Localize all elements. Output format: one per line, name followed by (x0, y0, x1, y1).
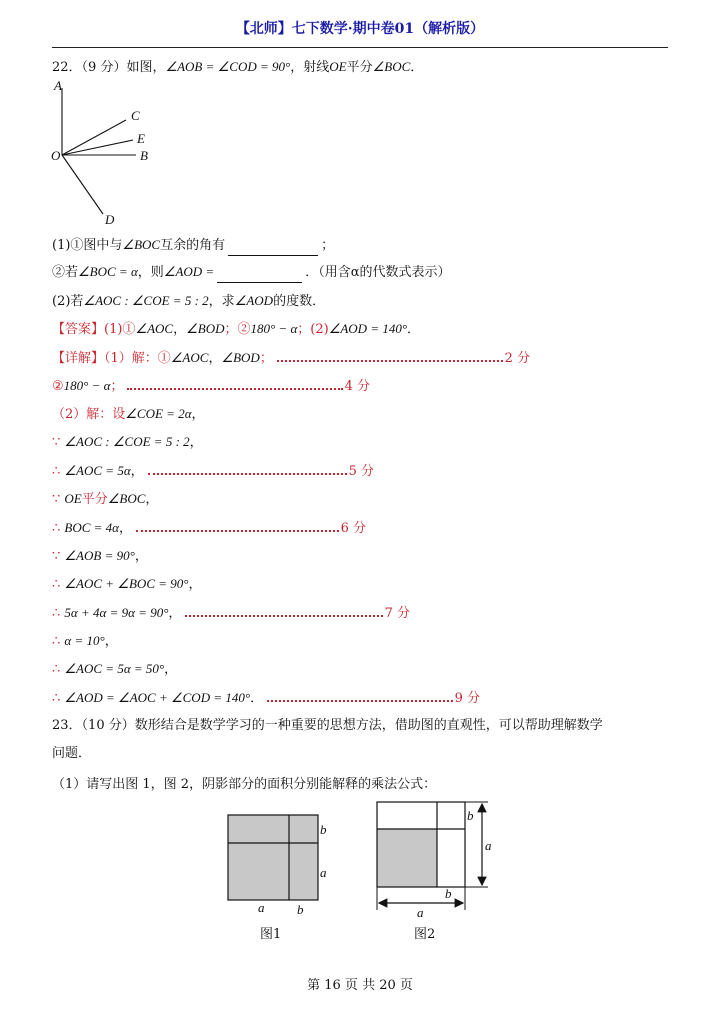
text-segment: ② (52, 379, 64, 394)
text-segment: 6 分 (340, 521, 366, 536)
text-segment: ∵ (52, 492, 65, 507)
text-segment: ∴ (52, 691, 65, 706)
text-segment: ∴ (52, 577, 65, 592)
math-expression: ∠BOC (122, 237, 161, 252)
text-segment: ∴ (52, 634, 65, 649)
text-segment: ． (407, 322, 421, 337)
math-expression: ∠AOD (234, 293, 274, 308)
text-segment: 2 分 (504, 351, 530, 366)
fig1-label-a-bottom: a (258, 900, 265, 915)
math-expression: ∠BOD (221, 350, 260, 365)
math-expression: ∠AOC = 5α = 50° (64, 661, 165, 676)
text-segment: 5 分 (348, 464, 374, 479)
text-segment: ，求 (208, 294, 235, 309)
math-expression: ∠BOC (107, 491, 146, 506)
fig2-caption: 图2 (414, 927, 436, 942)
text-segment: ∵ (52, 435, 65, 450)
point-label-O: O (51, 148, 61, 163)
text-segment: ；(2) (297, 322, 329, 337)
math-expression: ∠BOD (186, 321, 225, 336)
math-expression: ∠AOC (170, 350, 209, 365)
text-segment: ， (130, 464, 144, 479)
text-segment: ，则 (137, 265, 164, 280)
text-segment: 【答案】(1)① (52, 322, 136, 337)
text-segment: ∴ (52, 464, 65, 479)
text-segment: ②若 (52, 265, 79, 280)
text-segment: ，射线 (290, 60, 330, 75)
text-segment: ， (145, 492, 159, 507)
math-expression: ∠AOC : ∠COE = 5 : 2 (64, 434, 190, 449)
text-segment: 平分 (346, 60, 373, 75)
text-segment: ， (188, 577, 202, 592)
text-segment: ∴ (52, 606, 65, 621)
math-expression: OE (64, 491, 82, 506)
math-expression: ∠COE = 2α (125, 406, 192, 421)
text-segment: （1）请写出图 1，图 2，阴影部分的面积分别能解释的乘法公式： (52, 777, 437, 792)
math-expression: ∠AOD = 140° (328, 321, 408, 336)
math-expression: ∠AOC (135, 321, 174, 336)
text-segment: ； (321, 238, 335, 253)
fig1-label-b-right: b (320, 822, 327, 837)
math-expression: ∠AOB = 90° (64, 548, 135, 563)
text-segment: ， (208, 351, 222, 366)
text-segment: (1)①图中与 (52, 238, 123, 253)
fig1-caption: 图1 (260, 927, 282, 942)
math-expression: ∠AOC + ∠BOC = 90° (64, 576, 189, 591)
text-segment: ∵ (52, 549, 65, 564)
text-segment: ， (119, 521, 133, 536)
text-segment: 互余的角有 (160, 238, 226, 253)
text-segment: 【详解】（1）解：① (52, 351, 171, 366)
text-segment: ∴ (52, 662, 65, 677)
fig1-label-b-bottom: b (297, 902, 304, 917)
fig2-label-a-bottom: a (417, 905, 424, 920)
math-expression: ∠BOC = α (78, 264, 138, 279)
math-expression: BOC = 4α (64, 520, 120, 535)
text-segment: 23．（10 分）数形结合是数学学习的一种重要的思想方法，借助图的直观性，可以帮助理解数学 (52, 718, 603, 733)
math-expression: OE (329, 59, 347, 74)
text-segment: 9 分 (454, 691, 480, 706)
text-segment: 22．（9 分）如图， (52, 60, 166, 75)
text-segment: (2)若 (52, 294, 84, 309)
text-segment: ， (191, 407, 205, 422)
point-label-D: D (105, 212, 115, 227)
fig2-label-b-right: b (467, 808, 474, 823)
text-segment: ， (173, 322, 187, 337)
math-expression: 180° − α (63, 378, 111, 393)
text-segment: ， (104, 634, 118, 649)
point-label-B: B (140, 148, 148, 163)
text-segment: ． (410, 60, 424, 75)
text-segment: ， (168, 606, 182, 621)
page-footer: 第 16 页 共 20 页 (307, 978, 413, 993)
math-expression: ∠AOB = ∠COD = 90° (165, 59, 291, 74)
text-segment: 问题． (52, 746, 92, 761)
text-segment: ． (250, 691, 264, 706)
text-segment: 的度数． (273, 294, 326, 309)
text-segment: 平分 (81, 492, 108, 507)
text-segment: ， (164, 662, 178, 677)
text-segment: ， (134, 549, 148, 564)
text-segment: ∴ (52, 521, 65, 536)
text-segment: ， (189, 435, 203, 450)
point-label-A: A (54, 78, 62, 93)
math-expression: ∠AOD = (163, 264, 215, 279)
text-segment: 4 分 (344, 379, 370, 394)
fig2-label-a-right: a (485, 838, 492, 853)
math-expression: ∠AOD = ∠AOC + ∠COD = 140° (64, 690, 251, 705)
text-segment: ； (110, 379, 124, 394)
math-expression: 180° − α (250, 321, 298, 336)
math-expression: 5α + 4α = 9α = 90° (64, 605, 169, 620)
fig2-label-b-bottom: b (445, 886, 452, 901)
math-expression: α = 10° (64, 633, 105, 648)
text-segment: ．（用含α的代数式表示） (305, 265, 451, 280)
point-label-E: E (137, 131, 145, 146)
text-segment: 7 分 (384, 606, 410, 621)
math-expression: ∠AOC = 5α (64, 463, 131, 478)
fig1-label-a-right: a (320, 865, 327, 880)
math-expression: ∠AOC : ∠COE = 5 : 2 (83, 293, 209, 308)
text-segment: （2）解：设 (52, 407, 126, 422)
point-label-C: C (131, 108, 140, 123)
text-segment: ；② (224, 322, 251, 337)
text-segment: ； (259, 351, 273, 366)
document-header: 【北师】七下数学·期中卷01（解析版） (235, 21, 485, 37)
math-expression: ∠BOC (372, 59, 411, 74)
